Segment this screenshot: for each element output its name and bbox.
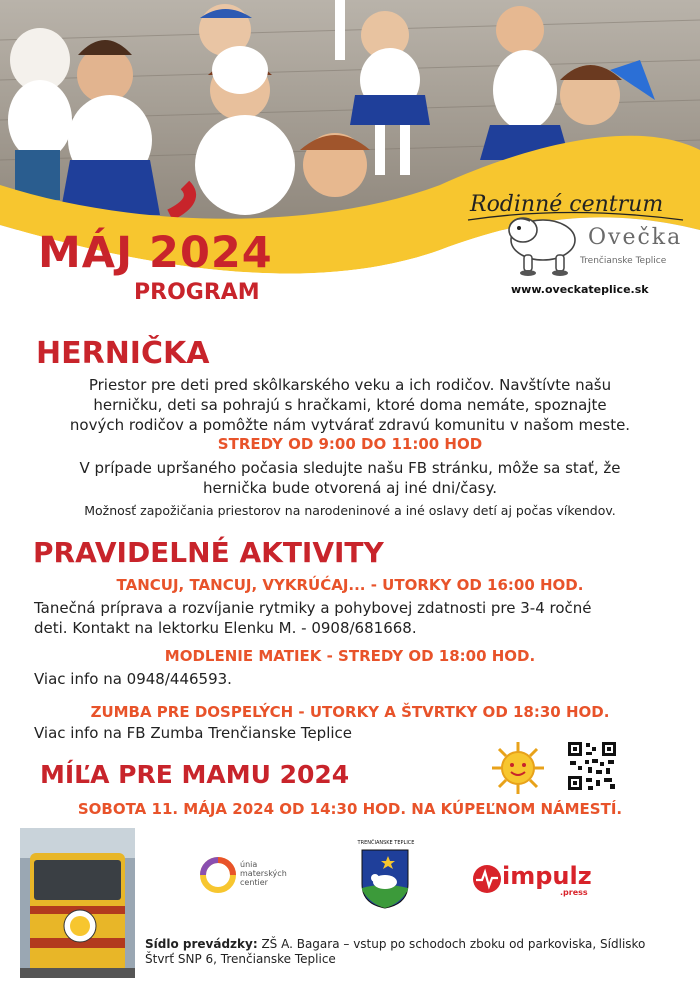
- unia-label: [240, 860, 287, 887]
- footer-address: [145, 937, 685, 967]
- page-title: MÁJ 2024: [38, 228, 273, 278]
- weather-line: V prípade upršaného počasia sledujte našu FB stránku, môže sa stať, že: [79, 459, 621, 477]
- hernicka-weather-note: [0, 458, 700, 498]
- activity-line: Tanečná príprava a rozvíjanie rytmiky a pohybovej zdatnosti pre 3-4 ročné: [34, 599, 592, 617]
- activity-description: [34, 598, 684, 638]
- hernicka-schedule: STREDY OD 9:00 DO 11:00 HOD: [217, 435, 483, 453]
- qr-code-icon[interactable]: [566, 740, 618, 792]
- activity-title: ZUMBA PRE DOSPELÝCH - UTORKY A ŠTVRTKY OD 18:30 HOD.: [90, 703, 610, 721]
- activity-line: Viac info na FB Zumba Trenčianske Teplice: [34, 724, 353, 742]
- logo-town: Trenčianske Teplice: [580, 256, 667, 266]
- tram-photo: [20, 828, 135, 978]
- footer-line: [145, 937, 685, 952]
- event-details: SOBOTA 11. MÁJA 2024 OD 14:30 HOD. NA KÚPEĽNOM NÁMESTÍ.: [77, 800, 623, 818]
- event-heading: MÍĽA PRE MAMU 2024: [40, 760, 350, 789]
- sheep-icon: [509, 218, 575, 276]
- unia-line: centier: [240, 878, 268, 887]
- unia-line: únia: [240, 860, 258, 869]
- unia-logo-icon: [200, 855, 236, 895]
- impulz-logo-sub: .press: [560, 888, 588, 897]
- activity-line: deti. Kontakt na lektorku Elenku M. - 0908/681668.: [34, 619, 417, 637]
- page-subtitle: PROGRAM: [134, 280, 260, 305]
- activity-title: MODLENIE MATIEK - STREDY OD 18:00 HOD.: [164, 647, 536, 665]
- town-coat-of-arms-icon: [360, 848, 410, 910]
- website-link[interactable]: www.oveckateplice.sk: [511, 283, 649, 296]
- hernicka-description: [0, 375, 700, 435]
- footer-address-line2: Štvrť SNP 6, Trenčianske Teplice: [145, 952, 336, 966]
- logo-ovecka: Ovečka: [588, 225, 683, 250]
- town-label: TRENČIANSKE TEPLICE: [357, 840, 415, 846]
- weather-line: hernička bude otvorená aj iné dni/časy.: [203, 479, 497, 497]
- unia-line: materských: [240, 869, 287, 878]
- activity-description: [34, 669, 684, 689]
- footer-address-line1: ZŠ A. Bagara – vstup po schodoch zboku od parkoviska, Sídlisko: [257, 937, 646, 951]
- impulz-logo-text: impulz: [502, 862, 592, 890]
- activity-line: Viac info na 0948/446593.: [34, 670, 232, 688]
- hernicka-line: nových rodičov a pomôžte nám vytvárať zdravú komunitu v našom meste.: [69, 416, 631, 434]
- logo-rodinne-centrum: Rodinné centrum: [470, 192, 664, 217]
- activity-title: TANCUJ, TANCUJ, VYKRÚĆAJ... - UTORKY OD 16:00 HOD.: [116, 576, 584, 594]
- sun-logo-icon: [490, 740, 546, 796]
- activities-heading: PRAVIDELNÉ AKTIVITY: [33, 536, 384, 569]
- footer-label: Sídlo prevádzky:: [145, 937, 258, 951]
- hernicka-heading: HERNIČKA: [36, 336, 210, 371]
- hernicka-line: Priestor pre deti pred skôlkarského veku a ich rodičov. Navštívte našu: [88, 376, 612, 394]
- impulz-logo-icon: [472, 864, 502, 894]
- rental-note: Možnosť zapožičania priestorov na narodeninové a iné oslavy detí aj počas víkendov.: [84, 503, 616, 518]
- hernicka-line: herničku, deti sa pohrajú s hračkami, ktoré doma nemáte, spoznajte: [93, 396, 607, 414]
